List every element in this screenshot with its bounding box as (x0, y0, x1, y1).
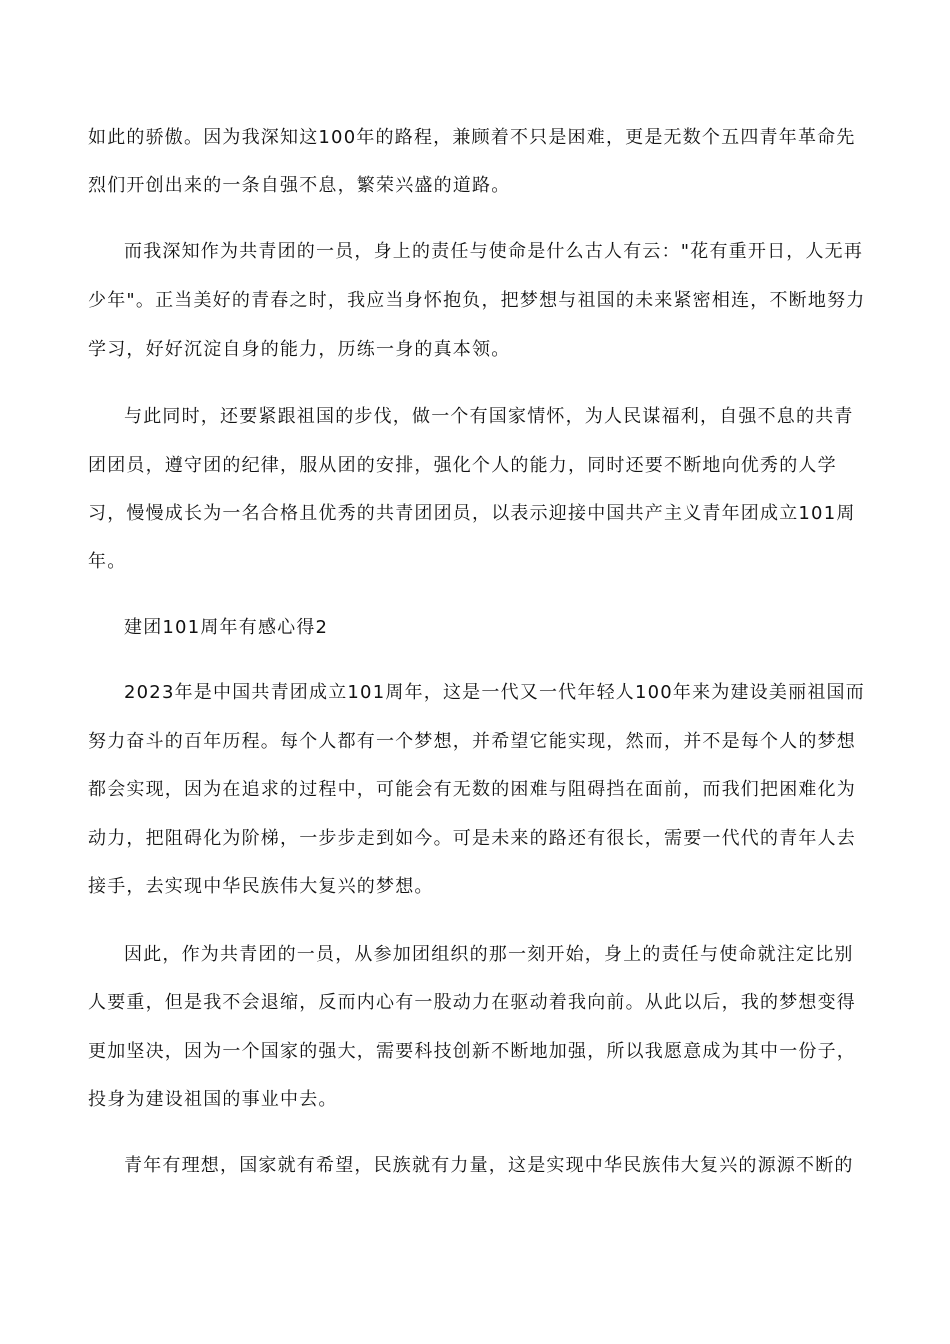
text-line: 习，慢慢成长为一名合格且优秀的共青团团员，以表示迎接中国共产主义青年团成立101周 (88, 503, 856, 524)
text-line: 接手，去实现中华民族伟大复兴的梦想。 (88, 876, 434, 897)
text-line: 如此的骄傲。因为我深知这100年的路程，兼顾着不只是困难，更是无数个五四青年革命先 (88, 127, 856, 148)
text-line: 都会实现，因为在追求的过程中，可能会有无数的困难与阻碍挡在面前，而我们把困难化为 (88, 779, 856, 800)
text-line: 年。 (88, 551, 127, 572)
text-line: 学习，好好沉淀自身的能力，历练一身的真本领。 (88, 339, 511, 360)
section-title: 建团101周年有感心得2 (124, 617, 329, 638)
text-line: 烈们开创出来的一条自强不息，繁荣兴盛的道路。 (88, 175, 511, 196)
text-line: 投身为建设祖国的事业中去。 (88, 1089, 338, 1110)
text-line: 因此，作为共青团的一员，从参加团组织的那一刻开始，身上的责任与使命就注定比别 (124, 944, 854, 965)
text-line: 少年"。正当美好的青春之时，我应当身怀抱负，把梦想与祖国的未来紧密相连，不断地努力 (88, 290, 866, 311)
text-line: 而我深知作为共青团的一员，身上的责任与使命是什么古人有云："花有重开日，人无再 (124, 241, 864, 262)
text-line: 人要重，但是我不会退缩，反而内心有一股动力在驱动着我向前。从此以后，我的梦想变得 (88, 992, 856, 1013)
text-line: 团团员，遵守团的纪律，服从团的安排，强化个人的能力，同时还要不断地向优秀的人学 (88, 455, 837, 476)
text-line: 2023年是中国共青团成立101周年，这是一代又一代年轻人100年来为建设美丽祖国而 (124, 682, 865, 703)
text-line: 努力奋斗的百年历程。每个人都有一个梦想，并希望它能实现，然而，并不是每个人的梦想 (88, 731, 856, 752)
text-line: 动力，把阻碍化为阶梯，一步步走到如今。可是未来的路还有很长，需要一代代的青年人去 (88, 828, 856, 849)
text-line: 与此同时，还要紧跟祖国的步伐，做一个有国家情怀，为人民谋福利，自强不息的共青 (124, 406, 854, 427)
text-line: 青年有理想，国家就有希望，民族就有力量，这是实现中华民族伟大复兴的源源不断的 (124, 1155, 854, 1176)
text-line: 更加坚决，因为一个国家的强大，需要科技创新不断地加强，所以我愿意成为其中一份子， (88, 1041, 856, 1062)
